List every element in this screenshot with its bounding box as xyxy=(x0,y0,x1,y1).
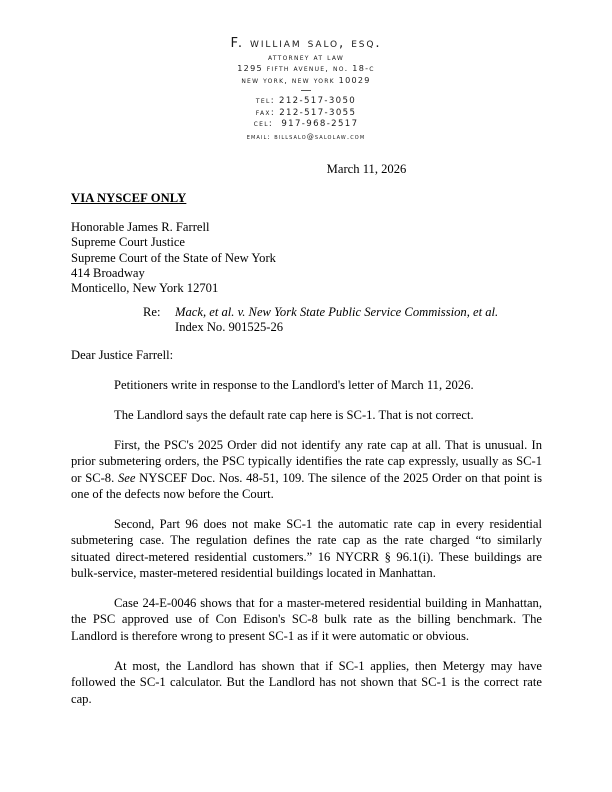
letterhead-address-line-2: new york, new york 10029 xyxy=(241,74,371,85)
body-paragraph-2: The Landlord says the default rate cap here is SC-1. That is not correct. xyxy=(114,407,474,422)
letterhead-cell: cel: 917-968-2517 xyxy=(253,119,359,130)
re-block xyxy=(143,305,498,336)
recipient-address-block xyxy=(71,220,276,296)
recipient-court: Supreme Court of the State of New York xyxy=(71,250,276,265)
re-label: Re: xyxy=(143,305,161,319)
letterhead-telephone: tel: 212-517-3050 xyxy=(255,96,357,107)
recipient-city-state-zip: Monticello, New York 12701 xyxy=(71,281,219,296)
recipient-name: Honorable James R. Farrell xyxy=(71,220,210,234)
body-paragraph-3-signal: See xyxy=(117,470,136,485)
recipient-title: Supreme Court Justice xyxy=(71,235,186,250)
letterhead-email: email: billsalo@salolaw.com xyxy=(246,132,366,141)
letterhead xyxy=(0,36,612,142)
delivery-method: VIA NYSCEF ONLY xyxy=(71,191,187,205)
salutation: Dear Justice Farrell: xyxy=(71,348,174,362)
re-index-number: Index No. 901525-26 xyxy=(175,320,284,335)
body-paragraph-4: Second, Part 96 does not make SC-1 the automatic rate cap in every residential submetering case. The regulation defines the rate cap as the rate charged “to similarly situated direct-metered residential customers.” 16 NYCRR § 96.1(i). These buildings are bulk-service, master-metered residential buildings located in Manhattan. xyxy=(71,516,542,581)
letterhead-divider xyxy=(301,90,311,91)
recipient-street: 414 Broadway xyxy=(71,265,145,280)
letterhead-title: attorney at law xyxy=(267,52,345,62)
body-paragraph-1: Petitioners write in response to the Landlord's letter of March 11, 2026. xyxy=(114,378,474,392)
letterhead-attorney-name: F. william salo, esq. xyxy=(230,36,382,51)
body-paragraph-3-part-a: First, the PSC's 2025 Order did not identify any rate cap at all. That is unusual. In prior submetering orders, the PSC typically identifies the rate cap expressly, usually as SC-1 or SC-8. xyxy=(71,437,542,485)
body-paragraph-3 xyxy=(71,437,542,503)
body-paragraph-3-part-b: NYSCEF Doc. Nos. 48-51, 109. The silence of the 2025 Order on that point is one of the defects now before the Court. xyxy=(71,470,542,502)
letterhead-fax: fax: 212-517-3055 xyxy=(255,107,357,118)
letterhead-address-line-1: 1295 fifth avenue, no. 18-c xyxy=(237,63,375,74)
body-paragraph-5: Case 24-E-0046 shows that for a master-metered residential building in Manhattan, the PSC approved use of Con Edison's SC-8 bulk rate as the billing benchmark. The Landlord is therefore wrong to present SC-1 as if it were automatic or obvious. xyxy=(71,596,542,643)
re-case-row xyxy=(143,305,498,320)
re-case-name: Mack, et al. v. New York State Public Service Commission, et al. xyxy=(175,305,499,319)
letter-date: March 11, 2026 xyxy=(326,162,407,176)
body-paragraph-6: At most, the Landlord has shown that if SC-1 applies, then Metergy may have followed the SC-1 calculator. But the Landlord has not shown that SC-1 is the correct rate cap. xyxy=(71,658,542,706)
letter-body xyxy=(71,377,542,707)
